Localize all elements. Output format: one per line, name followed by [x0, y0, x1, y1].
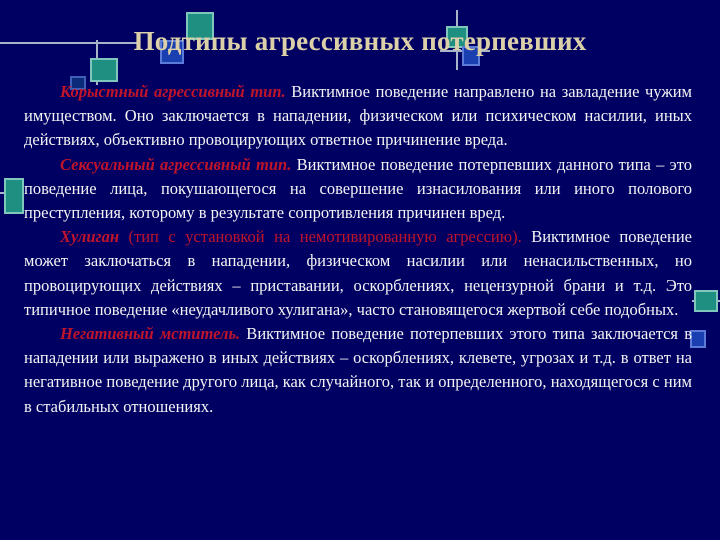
paragraph-text: Виктимное поведение потерпевших данного типа – это поведение лица, покушающегося на совершение изнасилования или иного полового преступления, которому в результате сопротивления причинен вред. — [24, 154, 693, 223]
decor-square-8 — [694, 290, 718, 312]
paragraph-text: Виктимное поведение может заключаться в нападении, физическом насилии или ненасильственных, но провоцирующих действиях – приставании, оскорблениях, нецензурной брани и т.д. Это типичное поведение «неудачливого хулигана», часто становящегося жертвой себе подобных. — [24, 227, 692, 319]
content-body — [24, 80, 692, 419]
paragraph-text: Виктимное поведение потерпевших этого типа заключается в нападении или выражено в иных действиях – оскорблениях, клевете, угрозах и т.д. в ответ на негативное поведение другого лица, как случайного, так и определенного, находящегося с ним в стабильных отношениях. — [24, 324, 692, 416]
paragraph-3 — [24, 225, 692, 322]
paragraph-term: Негативный мститель. — [60, 324, 241, 344]
decor-square-3 — [90, 58, 118, 82]
paragraph-term: Хулиган — [60, 227, 120, 247]
paragraph-4 — [24, 322, 692, 419]
paragraph-note: (тип с установкой на немотивированную агрессию). — [119, 227, 522, 247]
page-title: Подтипы агрессивных потерпевших — [133, 26, 587, 56]
paragraph-term: Сексуальный агрессивный тип. — [60, 154, 292, 174]
decor-square-9 — [690, 330, 706, 348]
paragraph-text: Виктимное поведение направлено на завладение чужим имуществом. Оно заключается в нападении, физическом или психическом насилии, иных действиях, объективно провоцирующих ответное причинение вреда. — [24, 82, 693, 150]
paragraph-1 — [24, 80, 692, 153]
paragraph-term: Корыстный агрессивный тип. — [60, 82, 286, 101]
decor-square-7 — [4, 178, 24, 214]
paragraph-2 — [24, 153, 692, 226]
